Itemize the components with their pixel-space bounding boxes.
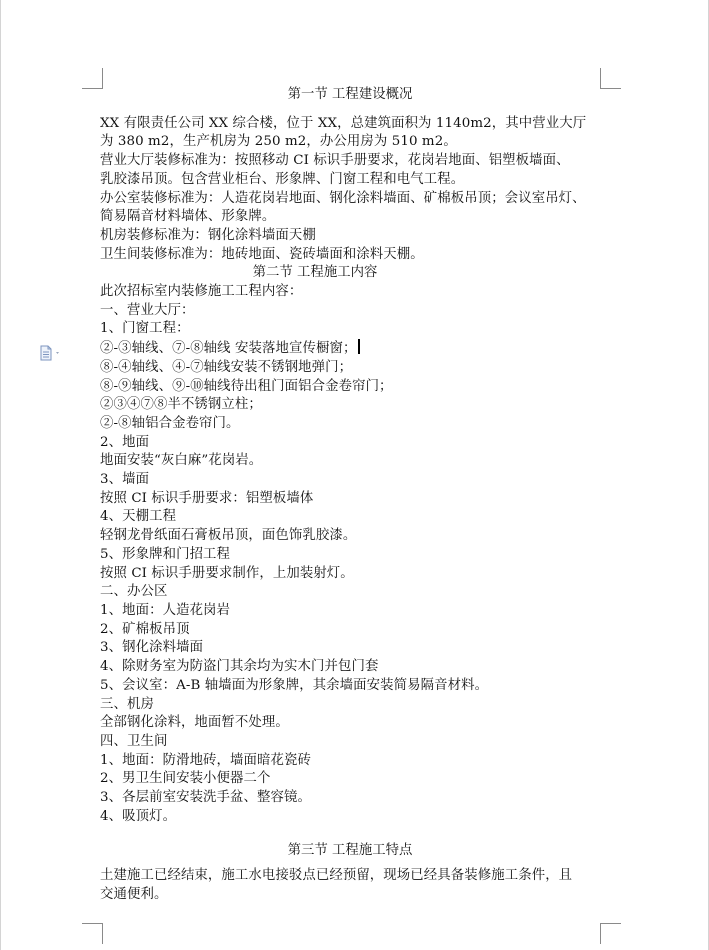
section1-title: 第一节 工程建设概况 <box>287 87 413 102</box>
document-body[interactable] <box>100 86 600 905</box>
paragraph-line: 1、地面：防滑地砖，墙面暗花瓷砖 <box>100 752 311 768</box>
paragraph-line: 1、地面：人造花岗岩 <box>100 602 231 618</box>
section2-title: 第二节 工程施工内容 <box>252 265 378 281</box>
paragraph-line: ⑧-⑨轴线、⑨-⑩轴线待出租门面铝合金卷帘门； <box>100 378 393 394</box>
crop-mark-bottom-left <box>82 923 103 944</box>
paragraph-line: 机房装修标准为：钢化涂料墙面天棚 <box>100 227 316 243</box>
paragraph-line: 交通便利。 <box>100 886 168 902</box>
paragraph-line: 1、门窗工程： <box>100 321 190 337</box>
paragraph-line: 简易隔音材料墙体、形象牌。 <box>100 209 276 225</box>
section3-title: 第三节 工程施工特点 <box>287 843 413 859</box>
paragraph-line: 此次招标室内装修施工工程内容： <box>100 284 303 300</box>
paragraph-line: 5、形象牌和门招工程 <box>100 546 231 562</box>
paragraph-line: 5、会议室：A-B 轴墙面为形象牌，其余墙面安装简易隔音材料。 <box>100 677 489 693</box>
paragraph-line: ②-⑧轴铝合金卷帘门。 <box>100 415 240 431</box>
section1-paragraphs <box>100 115 600 265</box>
paragraph-line: 2、地面 <box>100 434 150 450</box>
paragraph-line: 4、天棚工程 <box>100 509 177 525</box>
section3-paragraphs <box>100 867 600 904</box>
paragraph-line: 3、墙面 <box>100 472 150 488</box>
paragraph-line: XX 有限责任公司 XX 综合楼，位于 XX，总建筑面积为 1140m2，其中营业大厅 <box>100 115 587 131</box>
document-icon[interactable] <box>38 345 62 361</box>
paragraph-line: 办公室装修标准为：人造花岗岩地面、钢化涂料墙面、矿棉板吊顶；会议室吊灯、 <box>100 190 586 206</box>
paragraph-line: 一、营业大厅： <box>100 302 195 318</box>
paragraph-line: 3、钢化涂料墙面 <box>100 640 204 656</box>
section2-paragraphs-top <box>100 283 600 339</box>
page-edge-left <box>0 0 1 950</box>
paragraph-line: 按照 CI 标识手册要求：铝塑板墙体 <box>100 490 314 506</box>
crop-mark-top-right <box>600 68 621 89</box>
paragraph-line: 全部钢化涂料，地面暂不处理。 <box>100 715 289 731</box>
paragraph-line: 乳胶漆吊顶。包含营业柜台、形象牌、门窗工程和电气工程。 <box>100 171 465 187</box>
paragraph-line: 4、除财务室为防盗门其余均为实木门并包门套 <box>100 659 379 675</box>
crop-mark-bottom-right <box>600 923 621 944</box>
paragraph-line: 营业大厅装修标准为：按照移动 CI 标识手册要求，花岗岩地面、铝塑板墙面、 <box>100 153 570 169</box>
paragraph-line: 按照 CI 标识手册要求制作，上加装射灯。 <box>100 565 354 581</box>
paragraph-line: 土建施工已经结束，施工水电接驳点已经预留，现场已经具备装修施工条件，且 <box>100 868 573 884</box>
paragraph-line: ②③④⑦⑧半不锈钢立柱； <box>100 397 262 413</box>
paragraph-line: 卫生间装修标准为：地砖地面、瓷砖墙面和涂料天棚。 <box>100 246 424 262</box>
paragraph-line: 2、男卫生间安装小便器二个 <box>100 771 271 787</box>
cursor-line-text: ②-③轴线、⑦-⑧轴线 安装落地宣传橱窗； <box>100 341 357 357</box>
cursor-line <box>100 339 600 359</box>
paragraph-line: 3、各层前室安装洗手盆、整容镜。 <box>100 790 311 806</box>
paragraph-line: 为 380 m2，生产机房为 250 m2，办公用房为 510 m2。 <box>100 134 457 150</box>
section2-paragraphs <box>100 359 600 827</box>
paragraph-line: 4、吸顶灯。 <box>100 808 177 824</box>
paragraph-line: 三、机房 <box>100 696 154 712</box>
text-cursor <box>358 339 360 354</box>
paragraph-line: 四、卫生间 <box>100 733 168 749</box>
paragraph-line: 二、办公区 <box>100 584 168 600</box>
paragraph-line: 地面安装“灰白麻”花岗岩。 <box>100 453 263 469</box>
paragraph-line: 轻钢龙骨纸面石膏板吊顶，面色饰乳胶漆。 <box>100 528 357 544</box>
paragraph-line: ⑧-④轴线、④-⑦轴线安装不锈钢地弹门； <box>100 359 353 375</box>
paragraph-line: 2、矿棉板吊顶 <box>100 621 190 637</box>
